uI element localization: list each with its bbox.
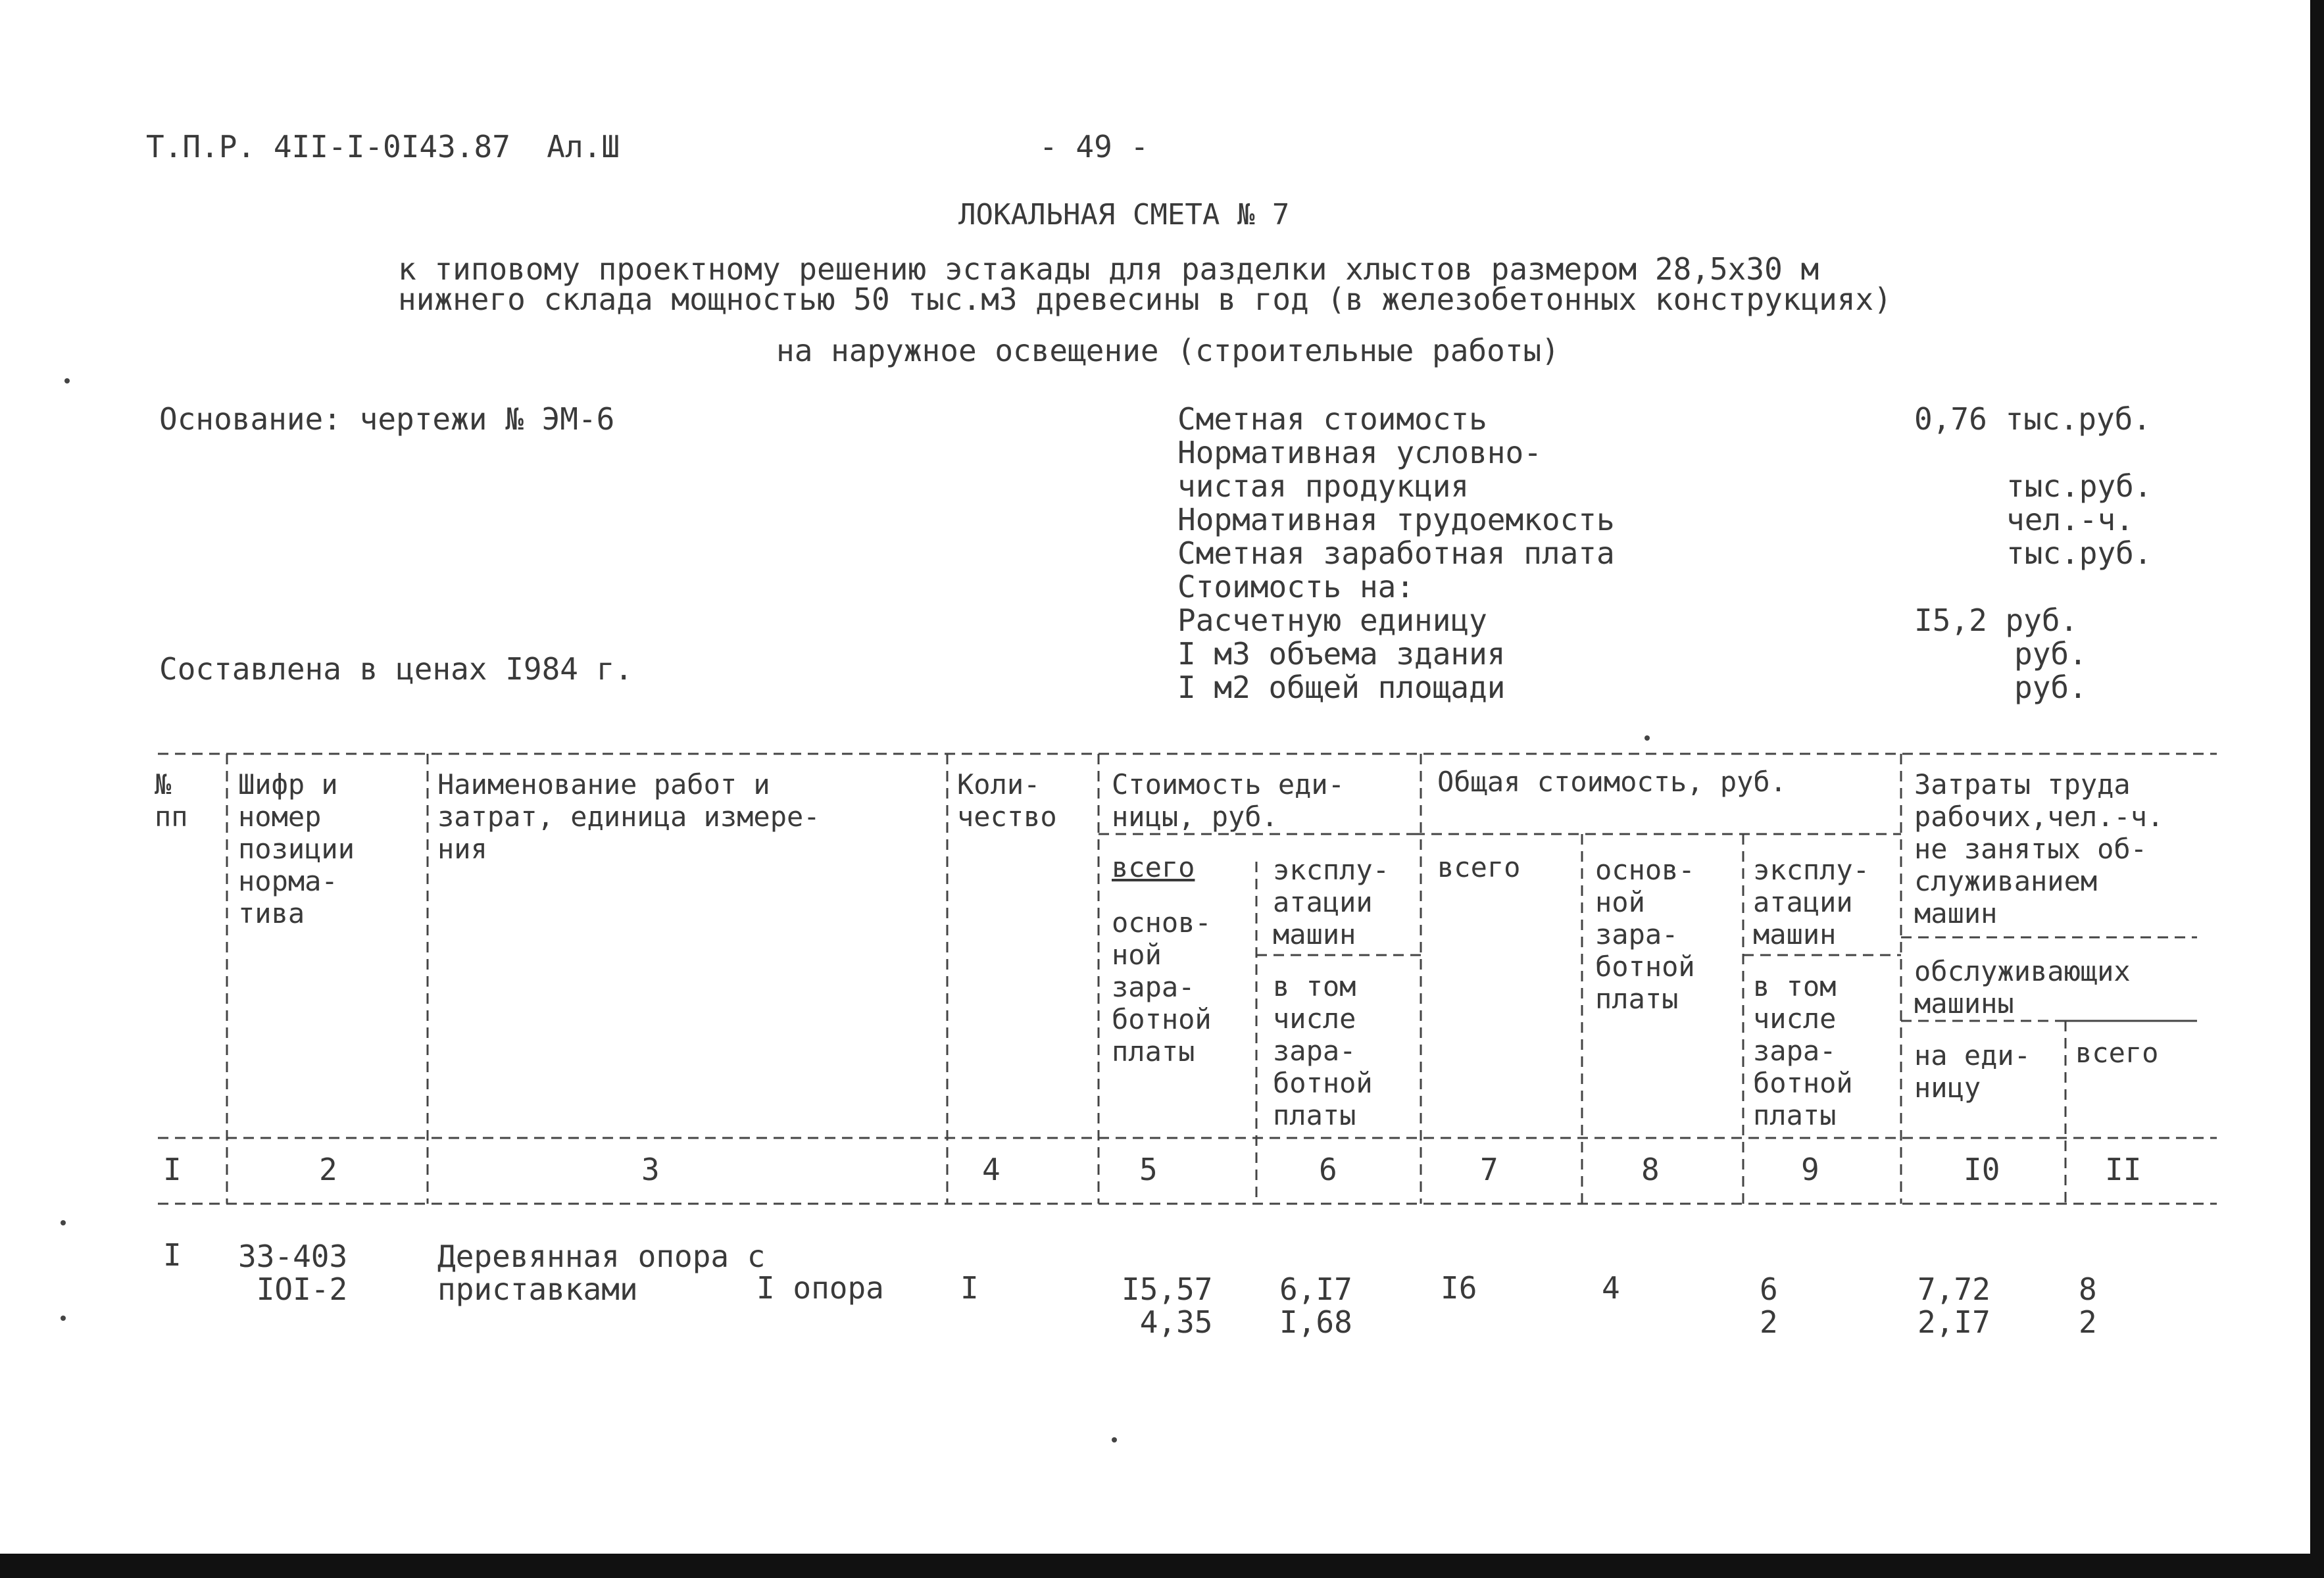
summary-value: чел.-ч. <box>2006 502 2134 537</box>
header-total-cost-all: всего <box>1437 851 1521 883</box>
row-labor-total: 8 2 <box>2079 1271 2097 1340</box>
column-number: 9 <box>1801 1152 1819 1187</box>
column-number: 8 <box>1641 1152 1660 1187</box>
row-unit-machine-cost: 6,I7 I,68 <box>1279 1271 1352 1340</box>
header-unit-machine-wage: в том числе зара- ботной платы <box>1273 970 1373 1131</box>
summary-value: тыс.руб. <box>2006 535 2152 571</box>
column-number: 4 <box>982 1152 1001 1187</box>
header-unit-cost-group: Стоимость еди- ницы, руб. <box>1112 768 1345 833</box>
column-number: I <box>163 1152 182 1187</box>
scan-speck <box>1644 735 1650 741</box>
row-total-cost: I6 <box>1441 1270 1477 1306</box>
header-total-cost-wage: основ- ной зара- ботной платы <box>1595 854 1695 1015</box>
header-labor-total: всего <box>2075 1037 2159 1069</box>
summary-label: чистая продукция <box>1177 468 1470 504</box>
header-labor-machine-service: обслуживающих машины <box>1914 955 2131 1020</box>
subtitle-line-3: на наружное освещение (строительные работы) <box>776 333 1560 368</box>
header-unit-machine-cost: эксплу- атации машин <box>1273 854 1390 950</box>
row-labor-per-unit: 7,72 2,I7 <box>1917 1271 1990 1340</box>
row-number: I <box>163 1237 182 1273</box>
header-unit-cost-total: всего <box>1112 851 1195 883</box>
column-number: 7 <box>1480 1152 1498 1187</box>
row-unit: I опора <box>756 1270 884 1306</box>
page-number: - 49 - <box>1039 129 1149 164</box>
column-number: 2 <box>319 1152 337 1187</box>
summary-label: Сметная стоимость <box>1177 401 1487 437</box>
header-labor-costs-group: Затраты труда рабочих,чел.-ч. не занятых об- служиванием машин <box>1914 768 2164 929</box>
header-work-name: Наименование работ и затрат, единица измере- ния <box>437 768 820 865</box>
column-number: 6 <box>1319 1152 1337 1187</box>
summary-value: I5,2 руб. <box>1914 603 2079 638</box>
header-total-machine-wage: в том числе зара- ботной платы <box>1753 970 1853 1131</box>
scan-speck <box>1112 1437 1117 1442</box>
summary-label: Нормативная трудоемкость <box>1177 502 1615 537</box>
summary-label: I м2 общей площади <box>1177 670 1506 705</box>
row-total-machine-cost: 6 2 <box>1760 1271 1778 1340</box>
summary-label: Расчетную единицу <box>1177 603 1487 638</box>
basis-text: Основание: чертежи № ЭМ-6 <box>159 401 615 437</box>
scan-border-bottom <box>0 1554 2324 1578</box>
header-quantity: Коли- чество <box>957 768 1057 833</box>
row-unit-cost: I5,57 4,35 <box>1122 1271 1213 1340</box>
header-row-number: № пп <box>155 768 188 833</box>
summary-value: руб. <box>2014 670 2087 705</box>
summary-value: руб. <box>2014 636 2087 672</box>
document-code: Т.П.Р. 4II-I-0I43.87 Ал.Ш <box>146 129 620 164</box>
scan-speck <box>61 1220 66 1225</box>
header-labor-per-unit: на еди- ницу <box>1914 1039 2031 1104</box>
subtitle-line-2: нижнего склада мощностью 50 тыс.м3 древесины в год (в железобетонных конструкциях) <box>398 282 1892 317</box>
summary-value: 0,76 тыс.руб. <box>1914 401 2152 437</box>
scan-speck <box>61 1316 66 1321</box>
document-title: ЛОКАЛЬНАЯ СМЕТА № 7 <box>958 198 1290 232</box>
summary-label: Нормативная условно- <box>1177 435 1542 470</box>
subtitle-line-1: к типовому проектному решению эстакады для разделки хлыстов размером 28,5х30 м <box>398 251 1819 287</box>
row-quantity: I <box>960 1270 979 1306</box>
summary-label: I м3 объема здания <box>1177 636 1506 672</box>
prices-year-text: Составлена в ценах I984 г. <box>159 651 633 687</box>
scan-speck <box>64 378 70 383</box>
summary-value: тыс.руб. <box>2006 468 2152 504</box>
column-number: 5 <box>1139 1152 1158 1187</box>
row-total-wage: 4 <box>1602 1270 1620 1306</box>
header-code: Шифр и номер позиции норма- тива <box>238 768 355 929</box>
header-unit-cost-wage: основ- ной зара- ботной платы <box>1112 906 1212 1068</box>
header-total-machine-cost: эксплу- атации машин <box>1753 854 1870 950</box>
column-number: I0 <box>1964 1152 2000 1187</box>
column-number: II <box>2105 1152 2142 1187</box>
row-work-name: Деревянная опора с приставками <box>437 1239 766 1307</box>
scan-border-right <box>2310 0 2324 1578</box>
row-code: 33-403 IOI-2 <box>238 1239 348 1307</box>
summary-label: Сметная заработная плата <box>1177 535 1615 571</box>
column-number: 3 <box>641 1152 660 1187</box>
header-total-cost-group: Общая стоимость, руб. <box>1437 766 1787 798</box>
summary-label: Стоимость на: <box>1177 569 1415 604</box>
